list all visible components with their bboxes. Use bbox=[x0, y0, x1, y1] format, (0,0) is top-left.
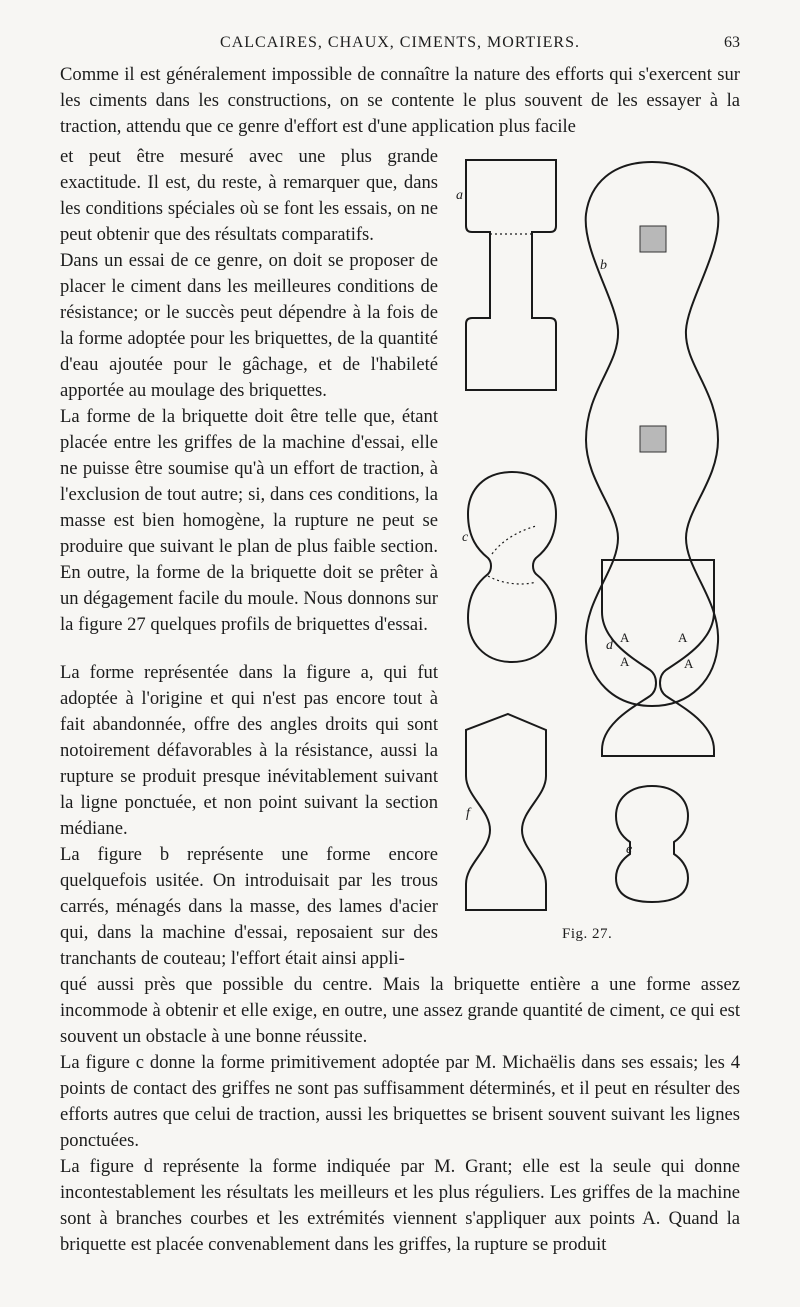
figure-27 bbox=[452, 150, 752, 950]
page-number: 63 bbox=[724, 34, 740, 51]
paragraph-forme-briquette: La forme de la briquette doit être telle que, étant placée entre les griffes de la machine d'essai, elle ne puisse être soumise qu'à un effort de traction, à l'exclusion de tout autre; si, dans ces conditions, la masse est bien homogène, la rupture ne peut se produire que suivant le plan de plus faible section. En outre, la forme de la briquette doit se prêter à un dégagement facile du moule. Nous donnons sur la figure 27 quelques profils de briquettes d'essai. bbox=[60, 406, 438, 635]
briquette-c-outline bbox=[468, 472, 556, 662]
figure-point-a-lower-left: A bbox=[620, 654, 630, 669]
figure-point-a-upper-left: A bbox=[620, 630, 630, 645]
figure-label-b: b bbox=[600, 258, 607, 273]
briquette-a-outline bbox=[466, 160, 556, 390]
paragraph-figure-d: La figure d représente la forme indiquée par M. Grant; elle est la seule qui donne incontestablement les résultats les meilleurs et les plus réguliers. Les griffes de la machine sont à branches courbes et les extrémités viennent s'appliquer aux points A. Quand la briquette est placée convenablement dans les griffes, la rupture se produit bbox=[60, 1156, 740, 1255]
figure-point-a-lower-right: A bbox=[684, 656, 694, 671]
briquette-b-square-hole-bottom bbox=[640, 426, 666, 452]
paragraph-figure-b: La figure b représente une forme encore quelquefois usitée. On introduisait par les trous carrés, ménagés dans la masse, des lames d'acier qui, dans la machine d'essai, reposaient sur des tranchants de couteau; l'effort était ainsi appli- bbox=[60, 844, 438, 969]
briquette-c-dotted-line-bottom bbox=[488, 576, 536, 584]
figure-point-a-upper-right: A bbox=[678, 630, 688, 645]
running-head bbox=[60, 34, 740, 58]
running-title: CALCAIRES, CHAUX, CIMENTS, MORTIERS. bbox=[220, 34, 580, 51]
figure-label-d: d bbox=[606, 638, 613, 653]
briquette-b-square-hole-top bbox=[640, 226, 666, 252]
briquette-d-outline bbox=[602, 560, 714, 756]
paragraph-figure-a: La forme représentée dans la figure a, qui fut adoptée à l'origine et qui n'est pas encore tout à fait abandonnée, offre des angles droits qui sont notoirement défavorables à la résistance, aussi la rupture se produit presque inévitablement suivant la ligne ponctuée, et non point suivant la section médiane. bbox=[60, 662, 438, 839]
figure-caption: Fig. 27. bbox=[562, 926, 613, 942]
briquette-c-dotted-line-top bbox=[492, 526, 536, 554]
paragraph-figure-b-continued: qué aussi près que possible du centre. Mais la briquette entière a une forme assez incommode à obtenir et elle exige, en outre, une assez grande quantité de ciment, ce qui est souvent un obstacle à une bonne réussite. bbox=[60, 974, 740, 1047]
figure-label-f: f bbox=[466, 806, 470, 821]
paragraph-intro-continued: et peut être mesuré avec une plus grande exactitude. Il est, du reste, à remarquer que, dans les conditions spéciales où se font les essais, on ne peut obtenir que des résultats comparatifs. bbox=[60, 146, 438, 245]
paragraph-essai: Dans un essai de ce genre, on doit se proposer de placer le ciment dans les meilleures conditions de résistance; or le succès peut dépendre à la fois de la forme adoptée pour les briquettes, de la quantité d'eau ajoutée pour le gâchage, et de l'habileté apportée au moulage des briquettes. bbox=[60, 250, 438, 401]
briquette-f-outline bbox=[466, 714, 546, 910]
figure-label-c: c bbox=[462, 530, 469, 545]
paragraph-figure-c: La figure c donne la forme primitivement adoptée par M. Michaëlis dans ses essais; les 4 points de contact des griffes ne sont pas suffisamment déterminés, et il peut en résulter des efforts autres que celui de traction, aussi les briquettes se brisent souvent suivant les lignes ponctuées. bbox=[60, 1052, 740, 1151]
paragraph-intro: Comme il est généralement impossible de connaître la nature des efforts qui s'exercent sur les ciments dans les constructions, on se contente le plus souvent de les essayer à la traction, attendu que ce genre d'effort est d'une application plus facile bbox=[60, 64, 740, 137]
figure-label-e: e bbox=[626, 842, 633, 857]
figure-label-a: a bbox=[456, 188, 463, 203]
